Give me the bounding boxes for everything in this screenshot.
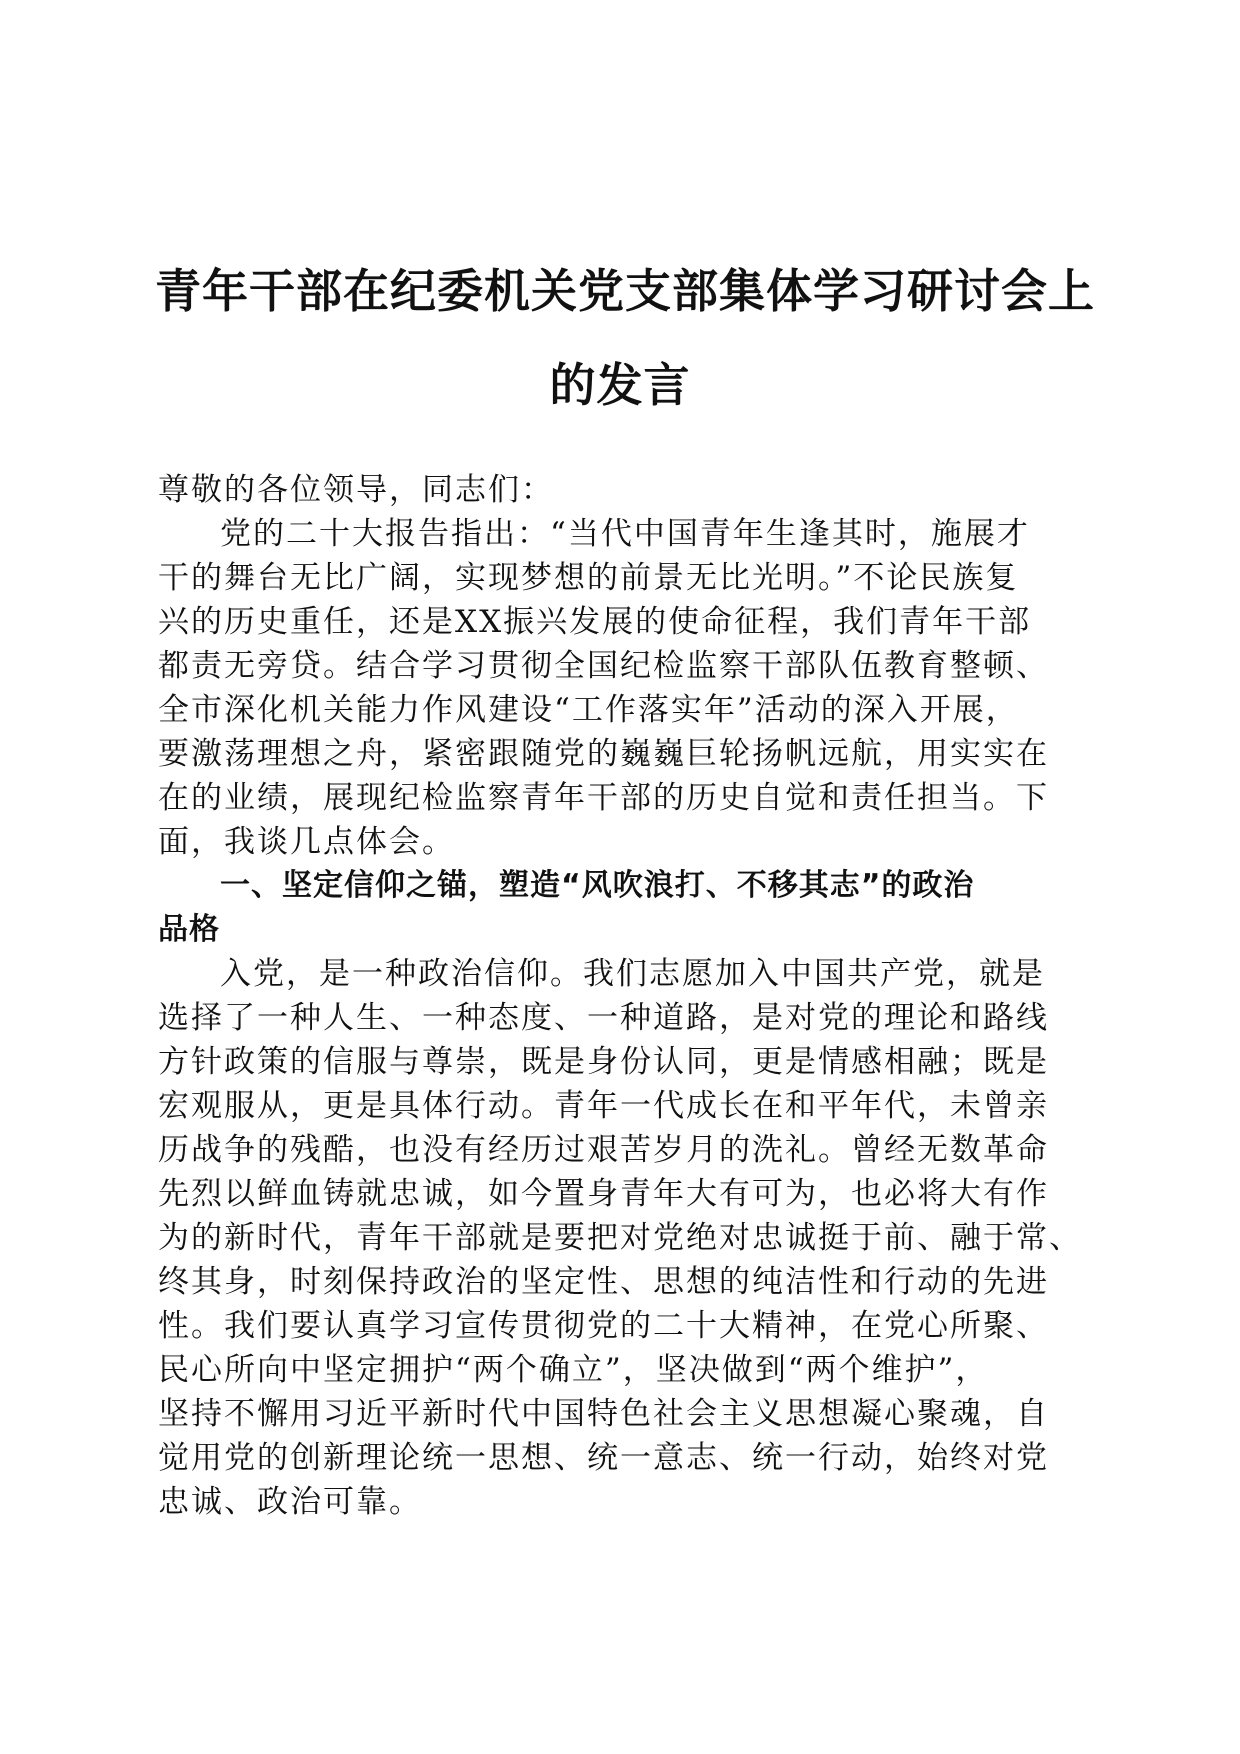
paragraph-line: 选择了一种人生、一种态度、一种道路，是对党的理论和路线 <box>158 1000 1049 1036</box>
paragraph-line: 坚持不懈用习近平新时代中国特色社会主义思想凝心聚魂，自 <box>158 1396 1049 1432</box>
paragraph-line: 在的业绩，展现纪检监察青年干部的历史自觉和责任担当。下 <box>158 780 1049 816</box>
section-heading: 一、坚定信仰之锚，塑造“风吹浪打、不移其志”的政治 <box>220 868 975 903</box>
paragraph-line: 干的舞台无比广阔，实现梦想的前景无比光明。”不论民族复 <box>158 560 1019 596</box>
paragraph-line: 都责无旁贷。结合学习贯彻全国纪检监察干部队伍教育整顿、 <box>158 648 1049 684</box>
document-body <box>158 468 1082 1524</box>
paragraph-line: 兴的历史重任，还是XX振兴发展的使命征程，我们青年干部 <box>158 604 1032 640</box>
paragraph-line: 忠诚、政治可靠。 <box>158 1484 422 1520</box>
document-title <box>155 244 1095 432</box>
paragraph-line: 面，我谈几点体会。 <box>158 824 455 860</box>
paragraph-line: 觉用党的创新理论统一思想、统一意志、统一行动，始终对党 <box>158 1440 1049 1476</box>
paragraph-line: 为的新时代，青年干部就是要把对党绝对忠诚挺于前、融于常、 <box>158 1220 1082 1256</box>
paragraph-line: 要激荡理想之舟，紧密跟随党的巍巍巨轮扬帆远航，用实实在 <box>158 736 1049 772</box>
paragraph-line: 宏观服从，更是具体行动。青年一代成长在和平年代，未曾亲 <box>158 1088 1049 1124</box>
section-heading: 品格 <box>158 912 220 947</box>
paragraph-line: 方针政策的信服与尊崇，既是身份认同，更是情感相融；既是 <box>158 1044 1049 1080</box>
paragraph-line: 党的二十大报告指出：“当代中国青年生逢其时，施展才 <box>220 516 1030 552</box>
paragraph-line: 终其身，时刻保持政治的坚定性、思想的纯洁性和行动的先进 <box>158 1264 1049 1300</box>
paragraph-line: 性。我们要认真学习宣传贯彻党的二十大精神，在党心所聚、 <box>158 1308 1049 1344</box>
title-line: 的发言 <box>549 358 691 412</box>
title-line: 青年干部在纪委机关党支部集体学习研讨会上 <box>155 264 1095 318</box>
paragraph-line: 全市深化机关能力作风建设“工作落实年”活动的深入开展， <box>158 692 1019 728</box>
paragraph-line: 先烈以鲜血铸就忠诚，如今置身青年大有可为，也必将大有作 <box>158 1176 1049 1212</box>
paragraph-line: 历战争的残酷，也没有经历过艰苦岁月的洗礼。曾经无数革命 <box>158 1132 1049 1168</box>
paragraph-line: 入党，是一种政治信仰。我们志愿加入中国共产党，就是 <box>220 956 1045 992</box>
paragraph-line: 民心所向中坚定拥护“两个确立”，坚决做到“两个维护”， <box>158 1352 989 1388</box>
salutation: 尊敬的各位领导，同志们： <box>158 472 554 508</box>
